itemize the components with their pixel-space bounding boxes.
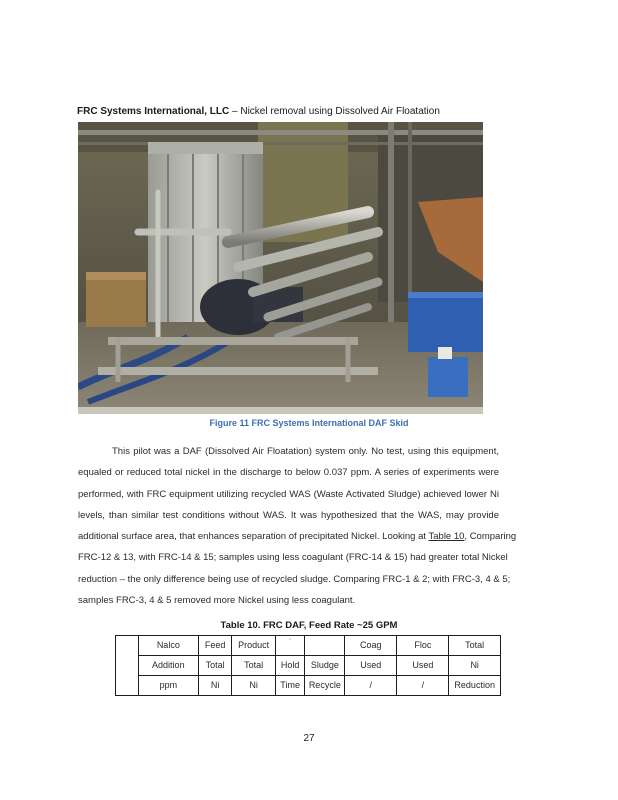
- header-cell: Total: [232, 656, 275, 676]
- header-cell: Coag: [345, 636, 397, 656]
- header-cell: Used: [397, 656, 449, 676]
- paragraph-text: , Comparing: [464, 531, 517, 543]
- header-cell: [305, 636, 345, 656]
- page-number: 27: [303, 733, 315, 744]
- header-cell: ppm: [138, 676, 198, 696]
- company-name: FRC Systems International, LLC: [77, 106, 230, 117]
- header-cell: Total: [198, 656, 231, 676]
- paragraph-line: levels, than similar test conditions without WAS. It was hypothesized that the WAS, may provide: [78, 509, 499, 521]
- header-cell: Nalco: [138, 636, 198, 656]
- header-cell: Hold: [275, 656, 305, 676]
- body-paragraph: [78, 441, 517, 611]
- row-label-cell: [116, 636, 139, 696]
- header-cell: Used: [345, 656, 397, 676]
- paragraph-line: FRC-12 & 13, with FRC-14 & 15; samples using less coagulant (FRC-14 & 15) had greater total Nickel: [78, 552, 508, 564]
- table-title: Table 10. FRC DAF, Feed Rate ~25 GPM: [220, 620, 398, 631]
- header-cell: Ni: [232, 676, 275, 696]
- table-10-link[interactable]: Table 10: [428, 531, 465, 543]
- header-cell: Recycle: [305, 676, 345, 696]
- section-heading: [77, 106, 440, 117]
- header-cell: /: [397, 676, 449, 696]
- table-header-row: [116, 636, 501, 656]
- header-cell: Floc: [397, 636, 449, 656]
- header-cell: Reduction: [449, 676, 501, 696]
- table-header-row: [116, 656, 501, 676]
- paragraph-line: performed, with FRC equipment utilizing recycled WAS (Waste Activated Sludge) achieved lower Ni: [78, 488, 499, 500]
- paragraph-line: reduction – the only difference being use of recycled sludge. Comparing FRC-1 & 2; with FRC-3, 4 & 5;: [78, 573, 511, 585]
- paragraph-line: This pilot was a DAF (Dissolved Air Floatation) system only. No test, using this equipment,: [112, 446, 499, 457]
- header-cell: Feed: [198, 636, 231, 656]
- paragraph-line-with-link: [78, 526, 517, 547]
- table-header-row: [116, 676, 501, 696]
- header-cell: Ni: [198, 676, 231, 696]
- header-cell: Ni: [449, 656, 501, 676]
- header-cell: Time: [275, 676, 305, 696]
- header-cell: Product: [232, 636, 275, 656]
- paragraph-line: equaled or reduced total nickel in the discharge to below 0.037 ppm. A series of experiments were: [78, 467, 499, 479]
- frc-daf-table: [115, 635, 501, 696]
- header-cell: Sludge: [305, 656, 345, 676]
- figure-caption: Figure 11 FRC Systems International DAF Skid: [209, 418, 409, 428]
- header-cell: Total: [449, 636, 501, 656]
- header-cell: /: [345, 676, 397, 696]
- heading-subtitle: – Nickel removal using Dissolved Air Floatation: [229, 106, 440, 117]
- header-mark: ': [289, 639, 291, 645]
- daf-skid-photo: [78, 122, 483, 414]
- header-cell: Addition: [138, 656, 198, 676]
- paragraph-text: additional surface area, that enhances separation of precipitated Nickel. Looking at: [78, 531, 429, 543]
- paragraph-line: samples FRC-3, 4 & 5 removed more Nickel using less coagulant.: [78, 595, 356, 607]
- header-cell: [275, 636, 305, 656]
